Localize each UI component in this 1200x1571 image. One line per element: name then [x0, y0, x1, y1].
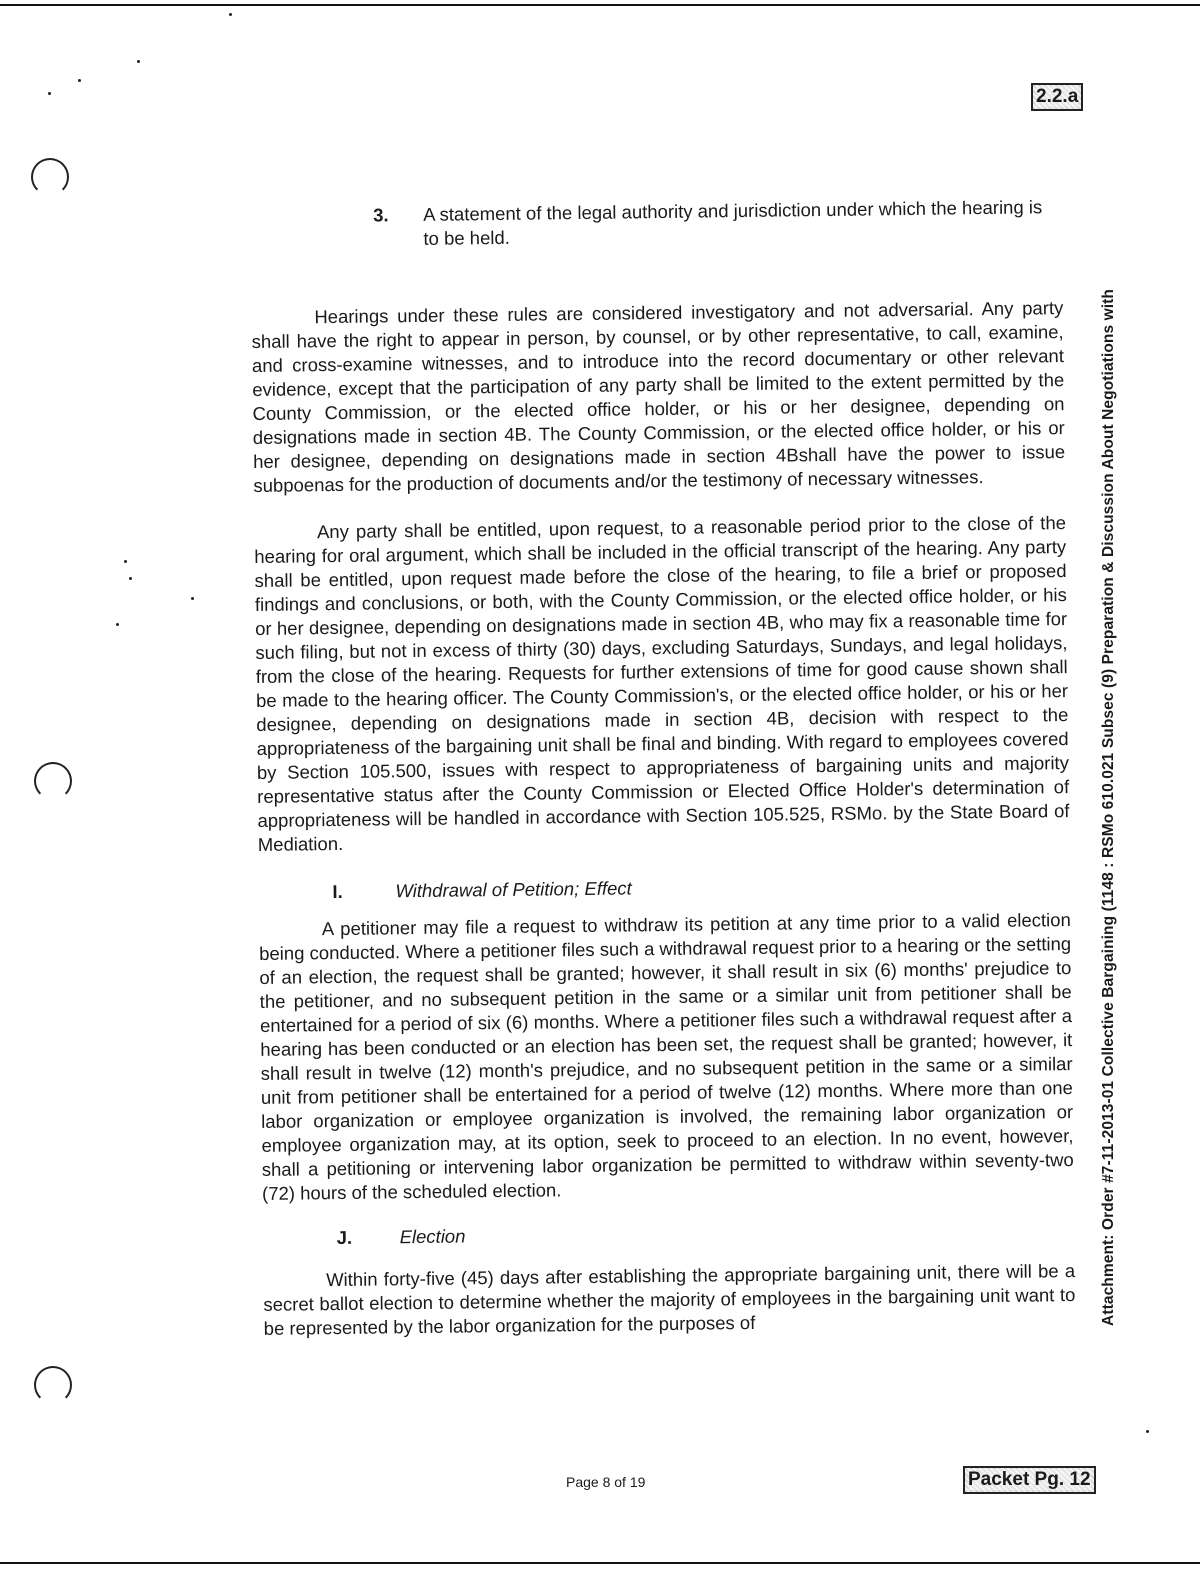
- packet-page-badge: [963, 1466, 1096, 1494]
- scan-speck: [137, 60, 140, 63]
- list-item-text: A statement of the legal authority and jurisdiction under which the hearing is to be held.: [422, 196, 1043, 249]
- section-heading-j: [262, 1217, 1074, 1251]
- section-letter: J.: [336, 1226, 353, 1249]
- punch-hole-icon: [34, 762, 72, 800]
- section-heading-i: [258, 871, 1070, 905]
- list-item-number: 3.: [373, 204, 389, 226]
- punch-hole-icon: [31, 158, 69, 196]
- section-title: Election: [399, 1225, 466, 1248]
- scan-speck: [124, 560, 127, 563]
- attachment-sidebar: [1092, 176, 1126, 1438]
- packet-tag: [1031, 83, 1083, 111]
- scan-speck: [116, 623, 119, 626]
- scan-speck: [48, 92, 51, 95]
- paragraph-election: Within forty-five (45) days after establishing the appropriate bargaining unit, there will be a secret ballot election to determine whether the majority of employees in the bargaining unit want to be represented by the labor organization for the purposes of: [263, 1260, 1076, 1339]
- top-scan-rule: [0, 4, 1200, 6]
- section-letter: I.: [332, 880, 343, 903]
- paragraph-oral-argument: Any party shall be entitled, upon request, to a reasonable period prior to the close of the hearing for oral argument, which shall be included in the official transcript of the hearing. Any party shall be entitled, upon request made before the close of the hearing, to file a brief or proposed findings and conclusions, or both, with the County Commission, or the elected office holder, or his or her designee, depending on designations made in section 4B, who may fix a reasonable time for such filing, but not in excess of thirty (30) days, excluding Saturdays, Sundays, and legal holidays, from the close of the hearing. Requests for further extensions of time for good cause shown shall be made to the hearing officer. The County Commission's, or the elected office holder, or his or her designee, depending on designations made in section 4B, decision with respect to the appropriateness of the bargaining unit shall be final and binding. With regard to employees covered by Section 105.500, issues with respect to appropriateness of bargaining units and majority representative status after the County Commission or Elected Office Holder's determination of appropriateness will be handled in accordance with Section 105.525, RSMo. by the State Board of Mediation.: [254, 512, 1070, 855]
- packet-page-label: Packet Pg. 12: [968, 1469, 1091, 1490]
- scan-speck: [1146, 1430, 1149, 1433]
- scan-speck: [191, 597, 194, 600]
- section-title: Withdrawal of Petition; Effect: [395, 877, 632, 902]
- paragraph-withdrawal: A petitioner may file a request to withdraw its petition at any time prior to a valid election being conducted. Where a petitioner files such a withdrawal request prior to a hearing or the setting of an election, the request shall be granted; however, it shall result in six (6) months' prejudice to the petitioner, and no subsequent petition in the same or a similar unit from petitioner shall be entertained for a period of six (6) months. Where a petitioner files such a withdrawal request after a hearing has been conducted or an election has been set, the request shall be granted; however, it shall result in twelve (12) month's prejudice, and no subsequent petition in the same or a similar unit from petitioner shall be entertained for a period of twelve (12) months. Where more than one labor organization or employee organization is involved, the remaining labor organization or employee organization may, at its option, seek to proceed to an election. In no event, however, shall a petitioning or intervening labor organization be permitted to withdraw within seventy-two (72) hours of the scheduled election.: [259, 909, 1074, 1204]
- paragraph-hearings: Hearings under these rules are considered investigatory and not adversarial. Any party shall have the right to appear in person, by counsel, or by other representative, to call, examine, and cross-examine witnesses, and to introduce into the record documentary or other relevant evidence, except that the participation of any party shall be limited to the extent permitted by the County Commission, or the elected office holder, or his or her designee, depending on designations made in section 4B. The County Commission, or the elected office holder, or his or her designee, depending on designations made in section 4Bshall have the power to issue subpoenas for the production of documents and/or the testimony of necessary witnesses.: [251, 297, 1066, 496]
- scan-speck: [78, 79, 81, 82]
- bottom-scan-rule: [0, 1562, 1200, 1564]
- punch-hole-icon: [34, 1366, 72, 1404]
- packet-tag-label: 2.2.a: [1036, 86, 1079, 107]
- attachment-sidebar-text: Attachment: Order #7-11-2013-01 Collective Bargaining (1148 : RSMo 610.021 Subsec (9) Preparation & Discussion About Negotiations with: [1100, 288, 1117, 1326]
- document-body: [250, 195, 1076, 1341]
- page-number: Page 8 of 19: [566, 1474, 646, 1490]
- list-item-3: [250, 195, 1063, 253]
- scan-speck: [229, 13, 232, 16]
- scan-speck: [129, 577, 132, 580]
